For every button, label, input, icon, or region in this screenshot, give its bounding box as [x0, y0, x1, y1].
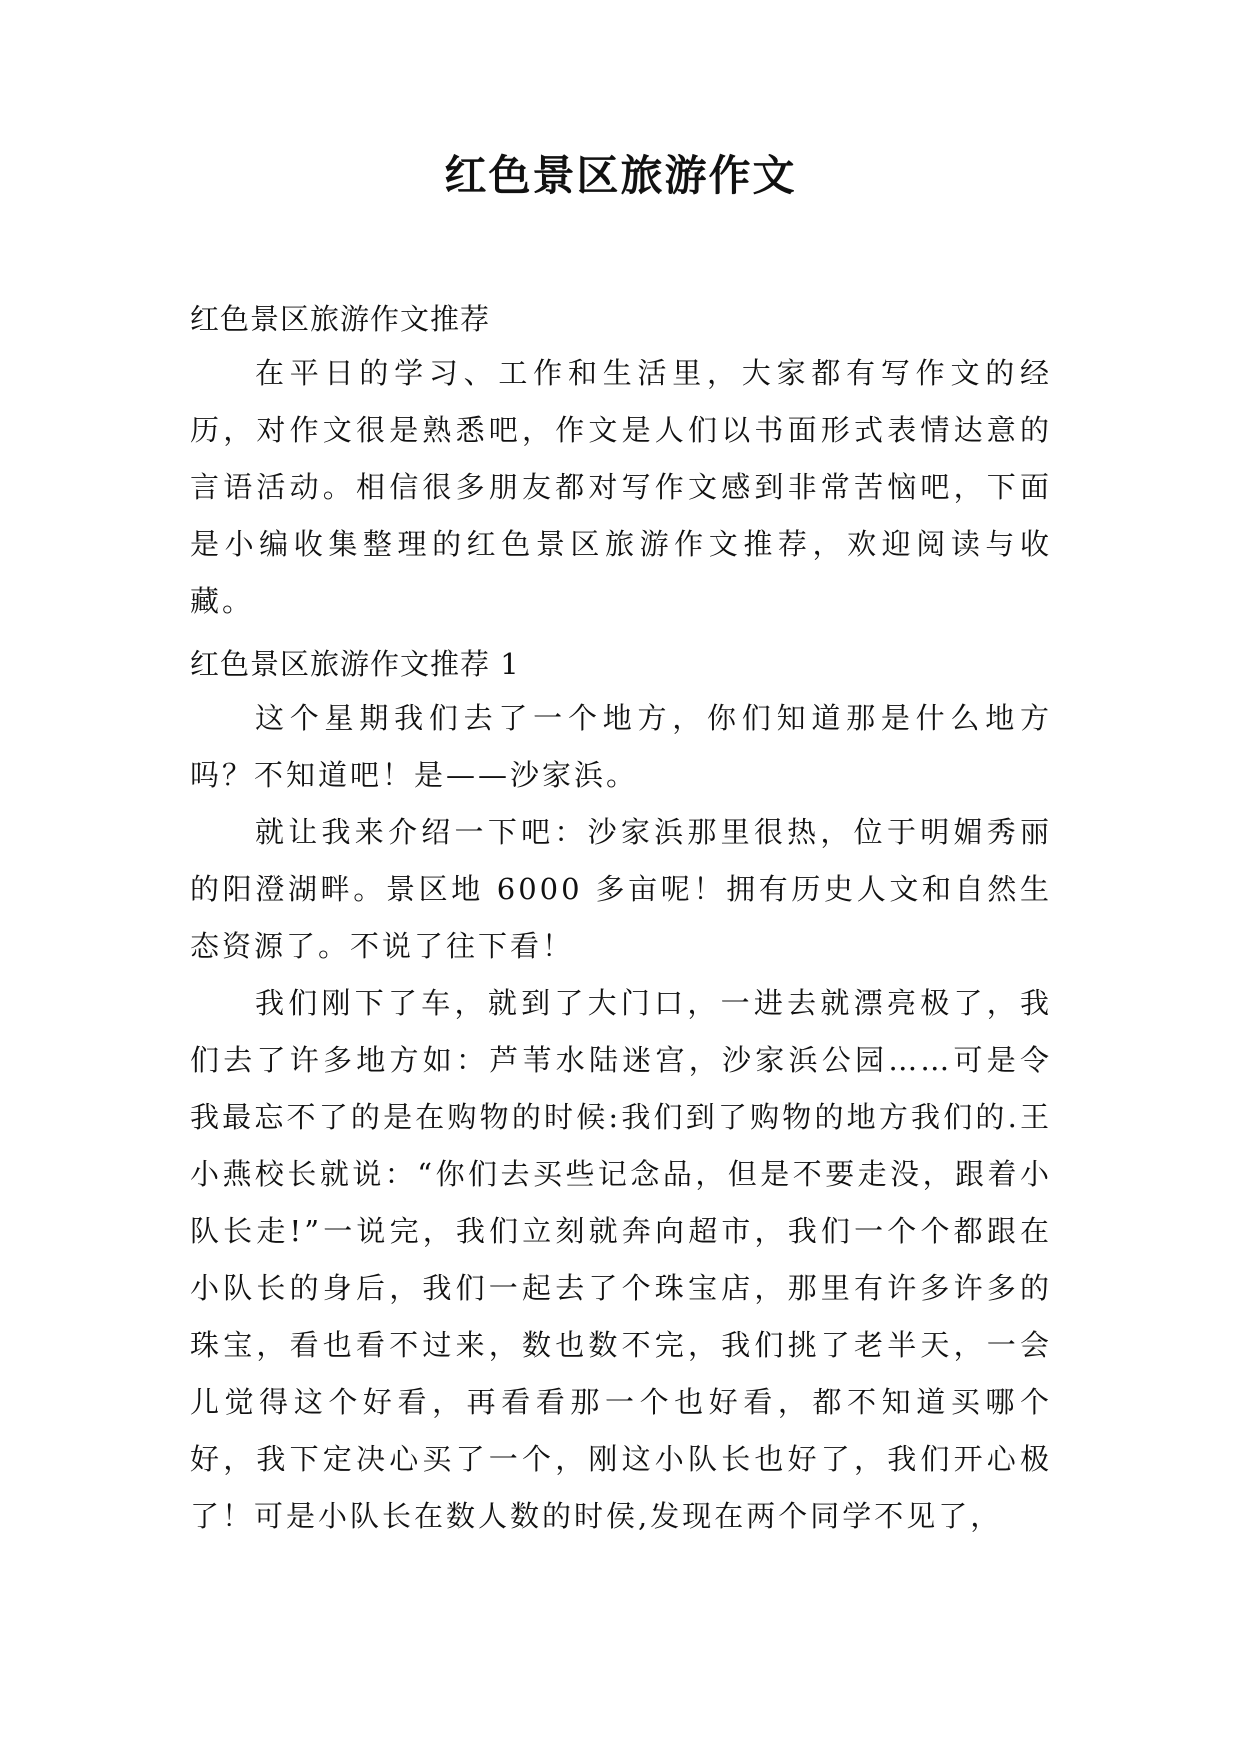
article-heading: 红色景区旅游作文推荐 1	[190, 647, 520, 681]
article-body	[190, 690, 1052, 1545]
article-paragraph: 这个星期我们去了一个地方，你们知道那是什么地方吗？不知道吧！是——沙家浜。	[190, 701, 1052, 792]
article-paragraph: 就让我来介绍一下吧：沙家浜那里很热，位于明媚秀丽的阳澄湖畔。景区地 6000 多亩呢！拥有历史人文和自然生态资源了。不说了往下看！	[190, 815, 1052, 963]
article-paragraph: 我们刚下了车，就到了大门口，一进去就漂亮极了，我们去了许多地方如：芦苇水陆迷宫，沙家浜公园……可是令我最忘不了的是在购物的时候:我们到了购物的地方我们的.王小燕校长就说：“你们去买些记念品，但是不要走没，跟着小队长走!”一说完，我们立刻就奔向超市，我们一个个都跟在小队长的身后，我们一起去了个珠宝店，那里有许多许多的珠宝，看也看不过来，数也数不完，我们挑了老半天，一会儿觉得这个好看，再看看那一个也好看，都不知道买哪个好，我下定决心买了一个，刚这小队长也好了，我们开心极了！可是小队长在数人数的时侯,发现在两个同学不见了，	[190, 986, 1052, 1533]
intro-paragraph: 在平日的学习、工作和生活里，大家都有写作文的经历，对作文很是熟悉吧，作文是人们以书面形式表情达意的言语活动。相信很多朋友都对写作文感到非常苦恼吧，下面是小编收集整理的红色景区旅游作文推荐，欢迎阅读与收藏。	[190, 356, 1052, 618]
intro-section	[190, 345, 1052, 630]
document-title: 红色景区旅游作文	[444, 151, 797, 200]
intro-heading: 红色景区旅游作文推荐	[190, 302, 491, 336]
